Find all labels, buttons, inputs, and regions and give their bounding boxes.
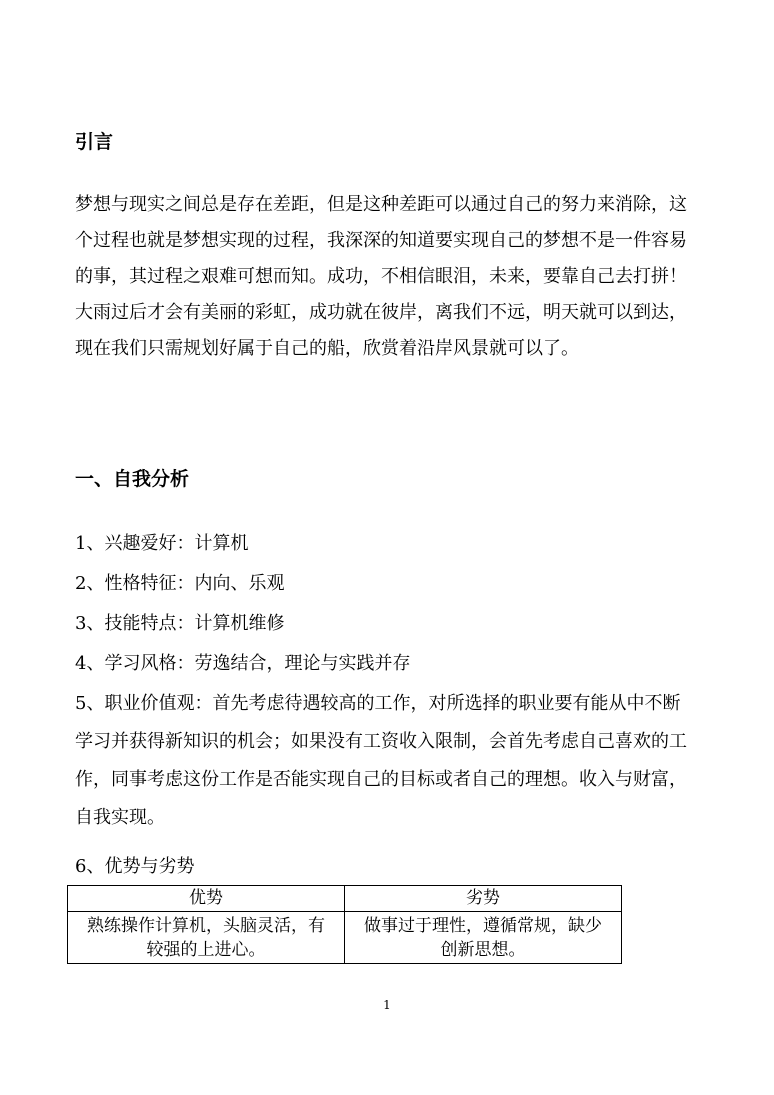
intro-paragraph (75, 187, 700, 367)
career-values-line: 作，同事考虑这份工作是否能实现自己的目标或者自己的理想。收入与财富， (75, 769, 687, 790)
intro-line: 现在我们只需规划好属于自己的船，欣赏着沿岸风景就可以了。 (75, 338, 579, 359)
intro-line: 的事，其过程之艰难可想而知。成功，不相信眼泪，未来，要靠自己去打拼！ (75, 266, 687, 287)
cell-line: 熟练操作计算机，头脑灵活，有 (87, 916, 325, 936)
list-item-personality: 2、性格特征：内向、乐观 (75, 573, 285, 594)
table-header-row (68, 886, 622, 912)
list-item-learning-style: 4、学习风格：劳逸结合，理论与实践并存 (75, 653, 411, 674)
list-item-strengths-weaknesses: 6、优势与劣势 (75, 856, 195, 877)
intro-heading: 引言 (75, 131, 114, 153)
strengths-weaknesses-table (67, 885, 622, 964)
career-values-line: 学习并获得新知识的机会；如果没有工资收入限制，会首先考虑自己喜欢的工 (75, 731, 687, 752)
list-item-skills: 3、技能特点：计算机维修 (75, 613, 285, 634)
table-header-strengths: 优势 (68, 886, 345, 912)
cell-line: 创新思想。 (440, 940, 526, 960)
table-row (68, 912, 622, 964)
table-cell-weaknesses (345, 912, 622, 964)
career-values-line: 5、职业价值观：首先考虑待遇较高的工作，对所选择的职业要有能从中不断 (75, 693, 681, 714)
list-item-career-values (75, 685, 700, 837)
career-values-line: 自我实现。 (75, 807, 165, 828)
list-item-interests: 1、兴趣爱好：计算机 (75, 533, 249, 554)
table-header-weaknesses: 劣势 (345, 886, 622, 912)
cell-line: 较强的上进心。 (146, 940, 266, 960)
intro-line: 大雨过后才会有美丽的彩虹，成功就在彼岸，离我们不远，明天就可以到达， (75, 302, 687, 323)
page-number: 1 (383, 998, 391, 1012)
intro-line: 梦想与现实之间总是存在差距，但是这种差距可以通过自己的努力来消除，这 (75, 194, 687, 215)
table-cell-strengths (68, 912, 345, 964)
cell-line: 做事过于理性，遵循常规，缺少 (364, 916, 602, 936)
intro-line: 个过程也就是梦想实现的过程，我深深的知道要实现自己的梦想不是一件容易 (75, 230, 687, 251)
section-self-analysis-heading: 一、自我分析 (75, 468, 190, 490)
